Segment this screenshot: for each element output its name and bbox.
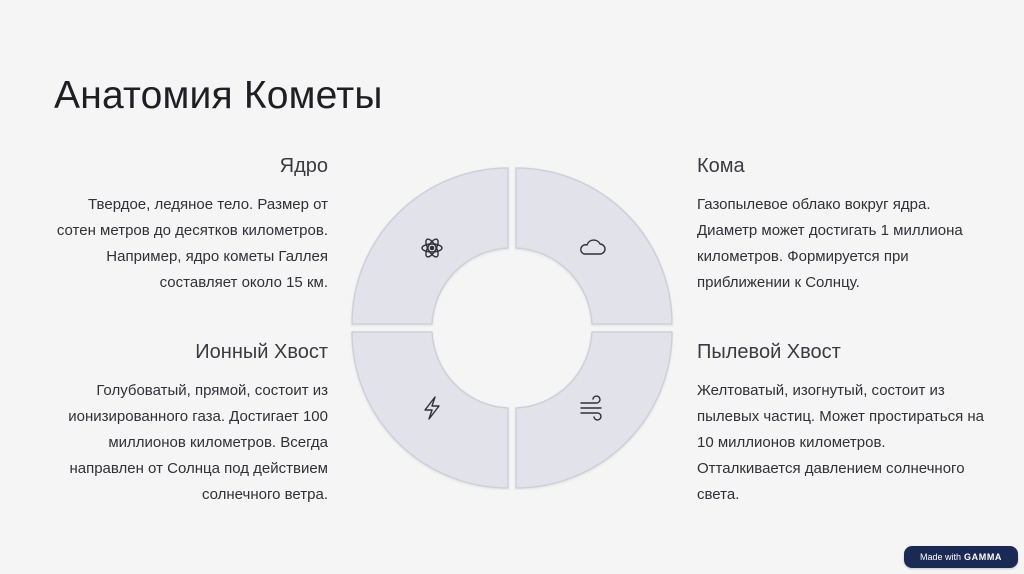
- section-dust-tail: [697, 340, 987, 508]
- section-ion-tail: [53, 340, 328, 508]
- segment-dust-tail: [516, 332, 672, 488]
- section-text: Газопылевое облако вокруг ядра. Диаметр может достигать 1 миллиона километров. Формируется при приближении к Солнцу.: [697, 196, 963, 291]
- page-title: Анатомия Кометы: [54, 74, 383, 117]
- comet-anatomy-diagram: [350, 166, 674, 490]
- badge-prefix: Made with: [919, 552, 962, 562]
- section-nucleus: [53, 154, 328, 296]
- badge-brand: GAMMA: [964, 552, 1003, 562]
- made-with-gamma-badge[interactable]: [904, 546, 1018, 568]
- section-text: Желтоватый, изогнутый, состоит из пылевых частиц. Может простираться на 10 миллионов километров. Отталкивается давлением солнечного света.: [697, 382, 985, 503]
- section-heading: Пылевой Хвост: [697, 341, 841, 363]
- segment-coma: [516, 168, 672, 324]
- ring-diagram: [350, 166, 674, 490]
- segment-nucleus: [352, 168, 508, 324]
- section-heading: Ядро: [279, 155, 328, 177]
- section-coma: [697, 154, 987, 296]
- section-text: Голубоватый, прямой, состоит из ионизированного газа. Достигает 100 миллионов километров. Всегда направлен от Солнца под действием солнечного ветра.: [68, 382, 328, 503]
- section-text: Твердое, ледяное тело. Размер от сотен метров до десятков километров. Например, ядро кометы Галлея составляет около 15 км.: [56, 196, 328, 291]
- section-heading: Ионный Хвост: [195, 341, 328, 363]
- section-heading: Кома: [697, 155, 745, 177]
